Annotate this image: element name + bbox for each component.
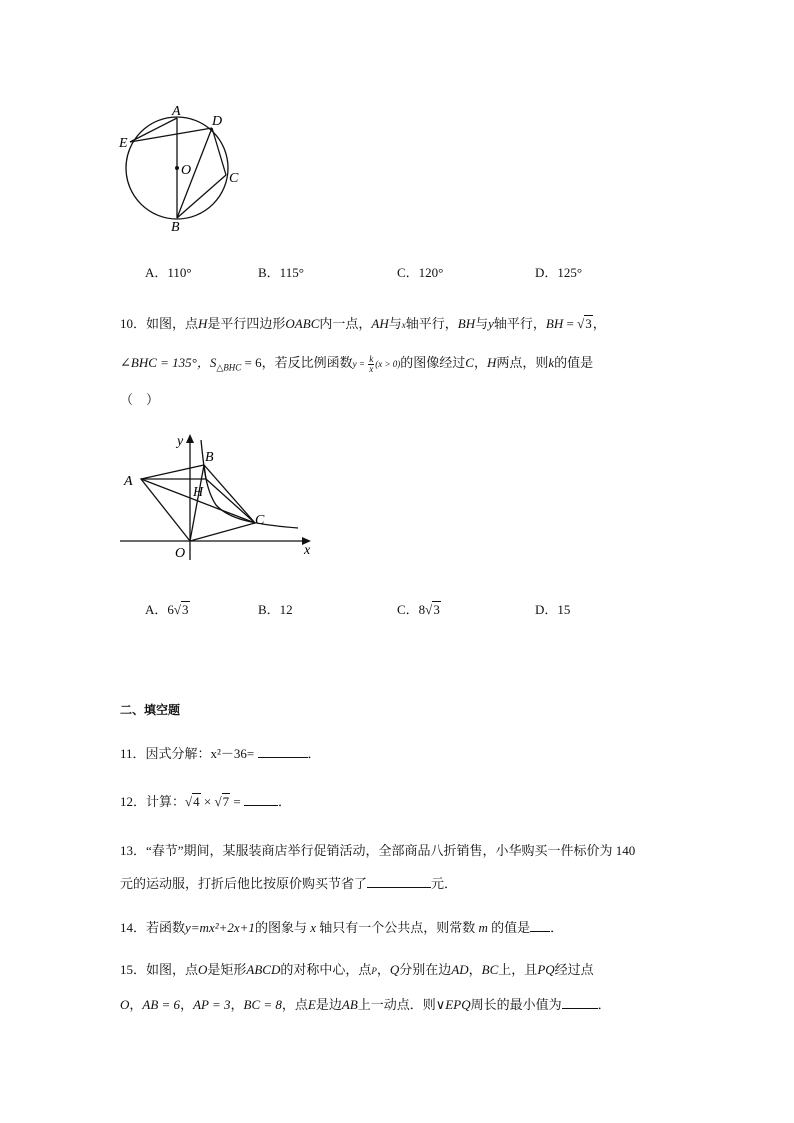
y-axis-arrow bbox=[186, 434, 194, 443]
text: 的对称中心，点 bbox=[280, 962, 372, 977]
parallelogram-oabc bbox=[141, 465, 255, 541]
var-c: C bbox=[465, 355, 474, 370]
option-letter: A． bbox=[145, 265, 168, 280]
fig-label-x: x bbox=[304, 543, 311, 558]
text: ， bbox=[376, 962, 390, 977]
var-o: O bbox=[198, 962, 208, 977]
text: ， bbox=[468, 962, 482, 977]
q10-line2 bbox=[120, 352, 593, 374]
fig-label-d: D bbox=[212, 114, 223, 129]
q10-line1 bbox=[120, 313, 606, 332]
q10-option-c bbox=[397, 599, 441, 618]
option-letter: C． bbox=[397, 265, 419, 280]
chord-dc bbox=[212, 128, 226, 175]
option-value: 120° bbox=[418, 265, 444, 280]
sqrt: √3 bbox=[577, 316, 592, 331]
subscript: △BHC bbox=[216, 362, 242, 373]
option-letter: D． bbox=[535, 265, 558, 280]
fig-label-c: C bbox=[255, 513, 265, 528]
var-p: P bbox=[371, 966, 377, 976]
text: 两点，则 bbox=[496, 355, 549, 370]
q10-option-d bbox=[535, 599, 570, 618]
var-bc: BC bbox=[481, 962, 499, 977]
fig-label-o: O bbox=[175, 546, 186, 561]
var-o: O bbox=[120, 997, 130, 1012]
fig-label-b: B bbox=[205, 450, 214, 465]
fig-label-e: E bbox=[119, 136, 128, 151]
q14 bbox=[120, 917, 563, 936]
q15-line2 bbox=[120, 994, 611, 1013]
fraction bbox=[368, 355, 374, 374]
hyperbola-curve bbox=[201, 440, 298, 528]
text: 15．如图，点 bbox=[120, 962, 199, 977]
radicand: 3 bbox=[585, 316, 592, 331]
q15-line1 bbox=[120, 959, 594, 978]
fig-label-b: B bbox=[171, 220, 180, 235]
text: = 6，若反比例函数 bbox=[241, 355, 353, 370]
func-y: y = bbox=[352, 359, 368, 369]
var-pq: PQ bbox=[537, 962, 555, 977]
text: 的值是 bbox=[554, 355, 594, 370]
condition: (x > 0) bbox=[375, 359, 401, 369]
numerator: k bbox=[369, 353, 374, 364]
fig-label-y: y bbox=[177, 434, 184, 449]
q10-option-a bbox=[145, 599, 190, 618]
option-value: 12 bbox=[279, 602, 293, 617]
sqrt: √4 bbox=[185, 794, 200, 809]
var-bh: BH bbox=[457, 316, 476, 331]
text: 元． bbox=[431, 876, 458, 891]
text: ． bbox=[307, 746, 321, 761]
option-value: 15 bbox=[557, 602, 571, 617]
q10-line3: （ ） bbox=[120, 392, 160, 407]
option-value: 6 bbox=[167, 602, 174, 617]
question-text: 14．若函数 bbox=[120, 920, 186, 935]
answer-blank[interactable] bbox=[367, 875, 431, 888]
function-expr: y=mx²+2x+1 bbox=[185, 920, 255, 935]
text: ， bbox=[473, 355, 487, 370]
answer-blank[interactable] bbox=[244, 793, 278, 806]
question-text: 12．计算： bbox=[120, 794, 186, 809]
text: 的图象与 bbox=[254, 920, 307, 935]
text: 上一动点．则 bbox=[357, 997, 436, 1012]
circle-figure bbox=[110, 100, 250, 240]
text: 轴平行， bbox=[493, 316, 546, 331]
text: 是矩形 bbox=[207, 962, 247, 977]
q9-option-d bbox=[535, 262, 582, 281]
var-abcd: ABCD bbox=[246, 962, 281, 977]
var-e: E bbox=[307, 997, 316, 1012]
var-q: Q bbox=[389, 962, 400, 977]
text: ， bbox=[592, 316, 606, 331]
option-letter: C． bbox=[397, 602, 419, 617]
q10-option-b bbox=[258, 599, 293, 618]
fig-label-h: H bbox=[193, 485, 204, 500]
answer-blank[interactable] bbox=[530, 919, 550, 932]
expr-ap: AP = 3 bbox=[193, 997, 231, 1012]
text: 10．如图，点 bbox=[120, 316, 199, 331]
text: ． bbox=[550, 920, 564, 935]
text: ，点 bbox=[281, 997, 308, 1012]
var-ah: AH bbox=[371, 316, 389, 331]
q13-line2 bbox=[120, 873, 457, 892]
text: 内一点， bbox=[319, 316, 372, 331]
var-x: x bbox=[401, 320, 406, 330]
text: 周长的最小值为 bbox=[470, 997, 562, 1012]
radicand: 7 bbox=[222, 794, 230, 809]
var-oabc: OABC bbox=[285, 316, 320, 331]
text: ， bbox=[129, 997, 143, 1012]
expr-ab: AB = 6 bbox=[142, 997, 181, 1012]
text: = bbox=[563, 316, 578, 331]
q12 bbox=[120, 791, 291, 810]
var-s: S bbox=[209, 355, 217, 370]
text: ， bbox=[230, 997, 244, 1012]
option-value: 115° bbox=[279, 265, 304, 280]
text: 经过点 bbox=[554, 962, 594, 977]
q9-option-b bbox=[258, 262, 304, 281]
var-x: x bbox=[310, 920, 316, 935]
var-ad: AD bbox=[451, 962, 469, 977]
text: = bbox=[230, 794, 244, 809]
section-heading: 二、填空题 bbox=[120, 703, 181, 717]
var-k: k bbox=[548, 355, 555, 370]
denominator: x bbox=[369, 363, 374, 374]
question-text: 11．因式分解：x²－36= bbox=[120, 746, 255, 761]
radicand: 4 bbox=[193, 794, 200, 809]
radicand: 3 bbox=[182, 602, 189, 617]
center-point bbox=[175, 166, 179, 170]
var-ab: AB bbox=[341, 997, 358, 1012]
option-letter: A． bbox=[145, 602, 168, 617]
fig-label-c: C bbox=[229, 171, 239, 186]
var-m: m bbox=[478, 920, 488, 935]
option-letter: D． bbox=[535, 602, 558, 617]
fig-label-a: A bbox=[124, 474, 133, 489]
text: 是平行四边形 bbox=[207, 316, 286, 331]
text: 与 bbox=[475, 316, 489, 331]
fig-label-a: A bbox=[172, 104, 181, 119]
q11 bbox=[120, 743, 321, 762]
sqrt: √3 bbox=[425, 602, 440, 617]
option-value: 8 bbox=[418, 602, 426, 617]
text: × bbox=[200, 794, 215, 809]
question-text: 元的运动服，打折后他比按原价购买节省了 bbox=[120, 876, 368, 891]
text: 是边 bbox=[315, 997, 342, 1012]
sqrt: √7 bbox=[214, 794, 230, 809]
angle-text: ∠BHC = 135°， bbox=[120, 355, 210, 370]
q9-option-a bbox=[145, 262, 192, 281]
text: 轴只有一个公共点，则常数 bbox=[319, 920, 476, 935]
fig-label-o: O bbox=[181, 163, 192, 178]
text: 轴平行， bbox=[405, 316, 458, 331]
option-value: 125° bbox=[557, 265, 583, 280]
q13-line1: 13．“春节”期间，某服装商店举行促销活动，全部商品八折销售，小华购买一件标价为 140 bbox=[120, 843, 636, 858]
sqrt: √3 bbox=[173, 602, 189, 617]
option-letter: B． bbox=[258, 265, 280, 280]
answer-blank[interactable] bbox=[562, 996, 598, 1009]
answer-blank[interactable] bbox=[258, 745, 308, 758]
text: ， bbox=[180, 997, 194, 1012]
text: 与 bbox=[388, 316, 402, 331]
expr-bc: BC = 8 bbox=[243, 997, 282, 1012]
var-h: H bbox=[486, 355, 497, 370]
option-letter: B． bbox=[258, 602, 280, 617]
var-h: H bbox=[198, 316, 208, 331]
text: ． bbox=[277, 794, 291, 809]
var-triangle: ∨EPQ bbox=[435, 997, 471, 1012]
var-bh: BH bbox=[545, 316, 564, 331]
text: 分别在边 bbox=[399, 962, 452, 977]
coordinate-figure bbox=[115, 425, 325, 565]
text: 的图像经过 bbox=[400, 355, 466, 370]
q9-option-c bbox=[397, 262, 443, 281]
text: 上，且 bbox=[498, 962, 538, 977]
text: 的值是 bbox=[491, 920, 531, 935]
option-value: 110° bbox=[167, 265, 192, 280]
text: ． bbox=[597, 997, 611, 1012]
var-y: y bbox=[488, 316, 494, 331]
radicand: 3 bbox=[433, 602, 440, 617]
